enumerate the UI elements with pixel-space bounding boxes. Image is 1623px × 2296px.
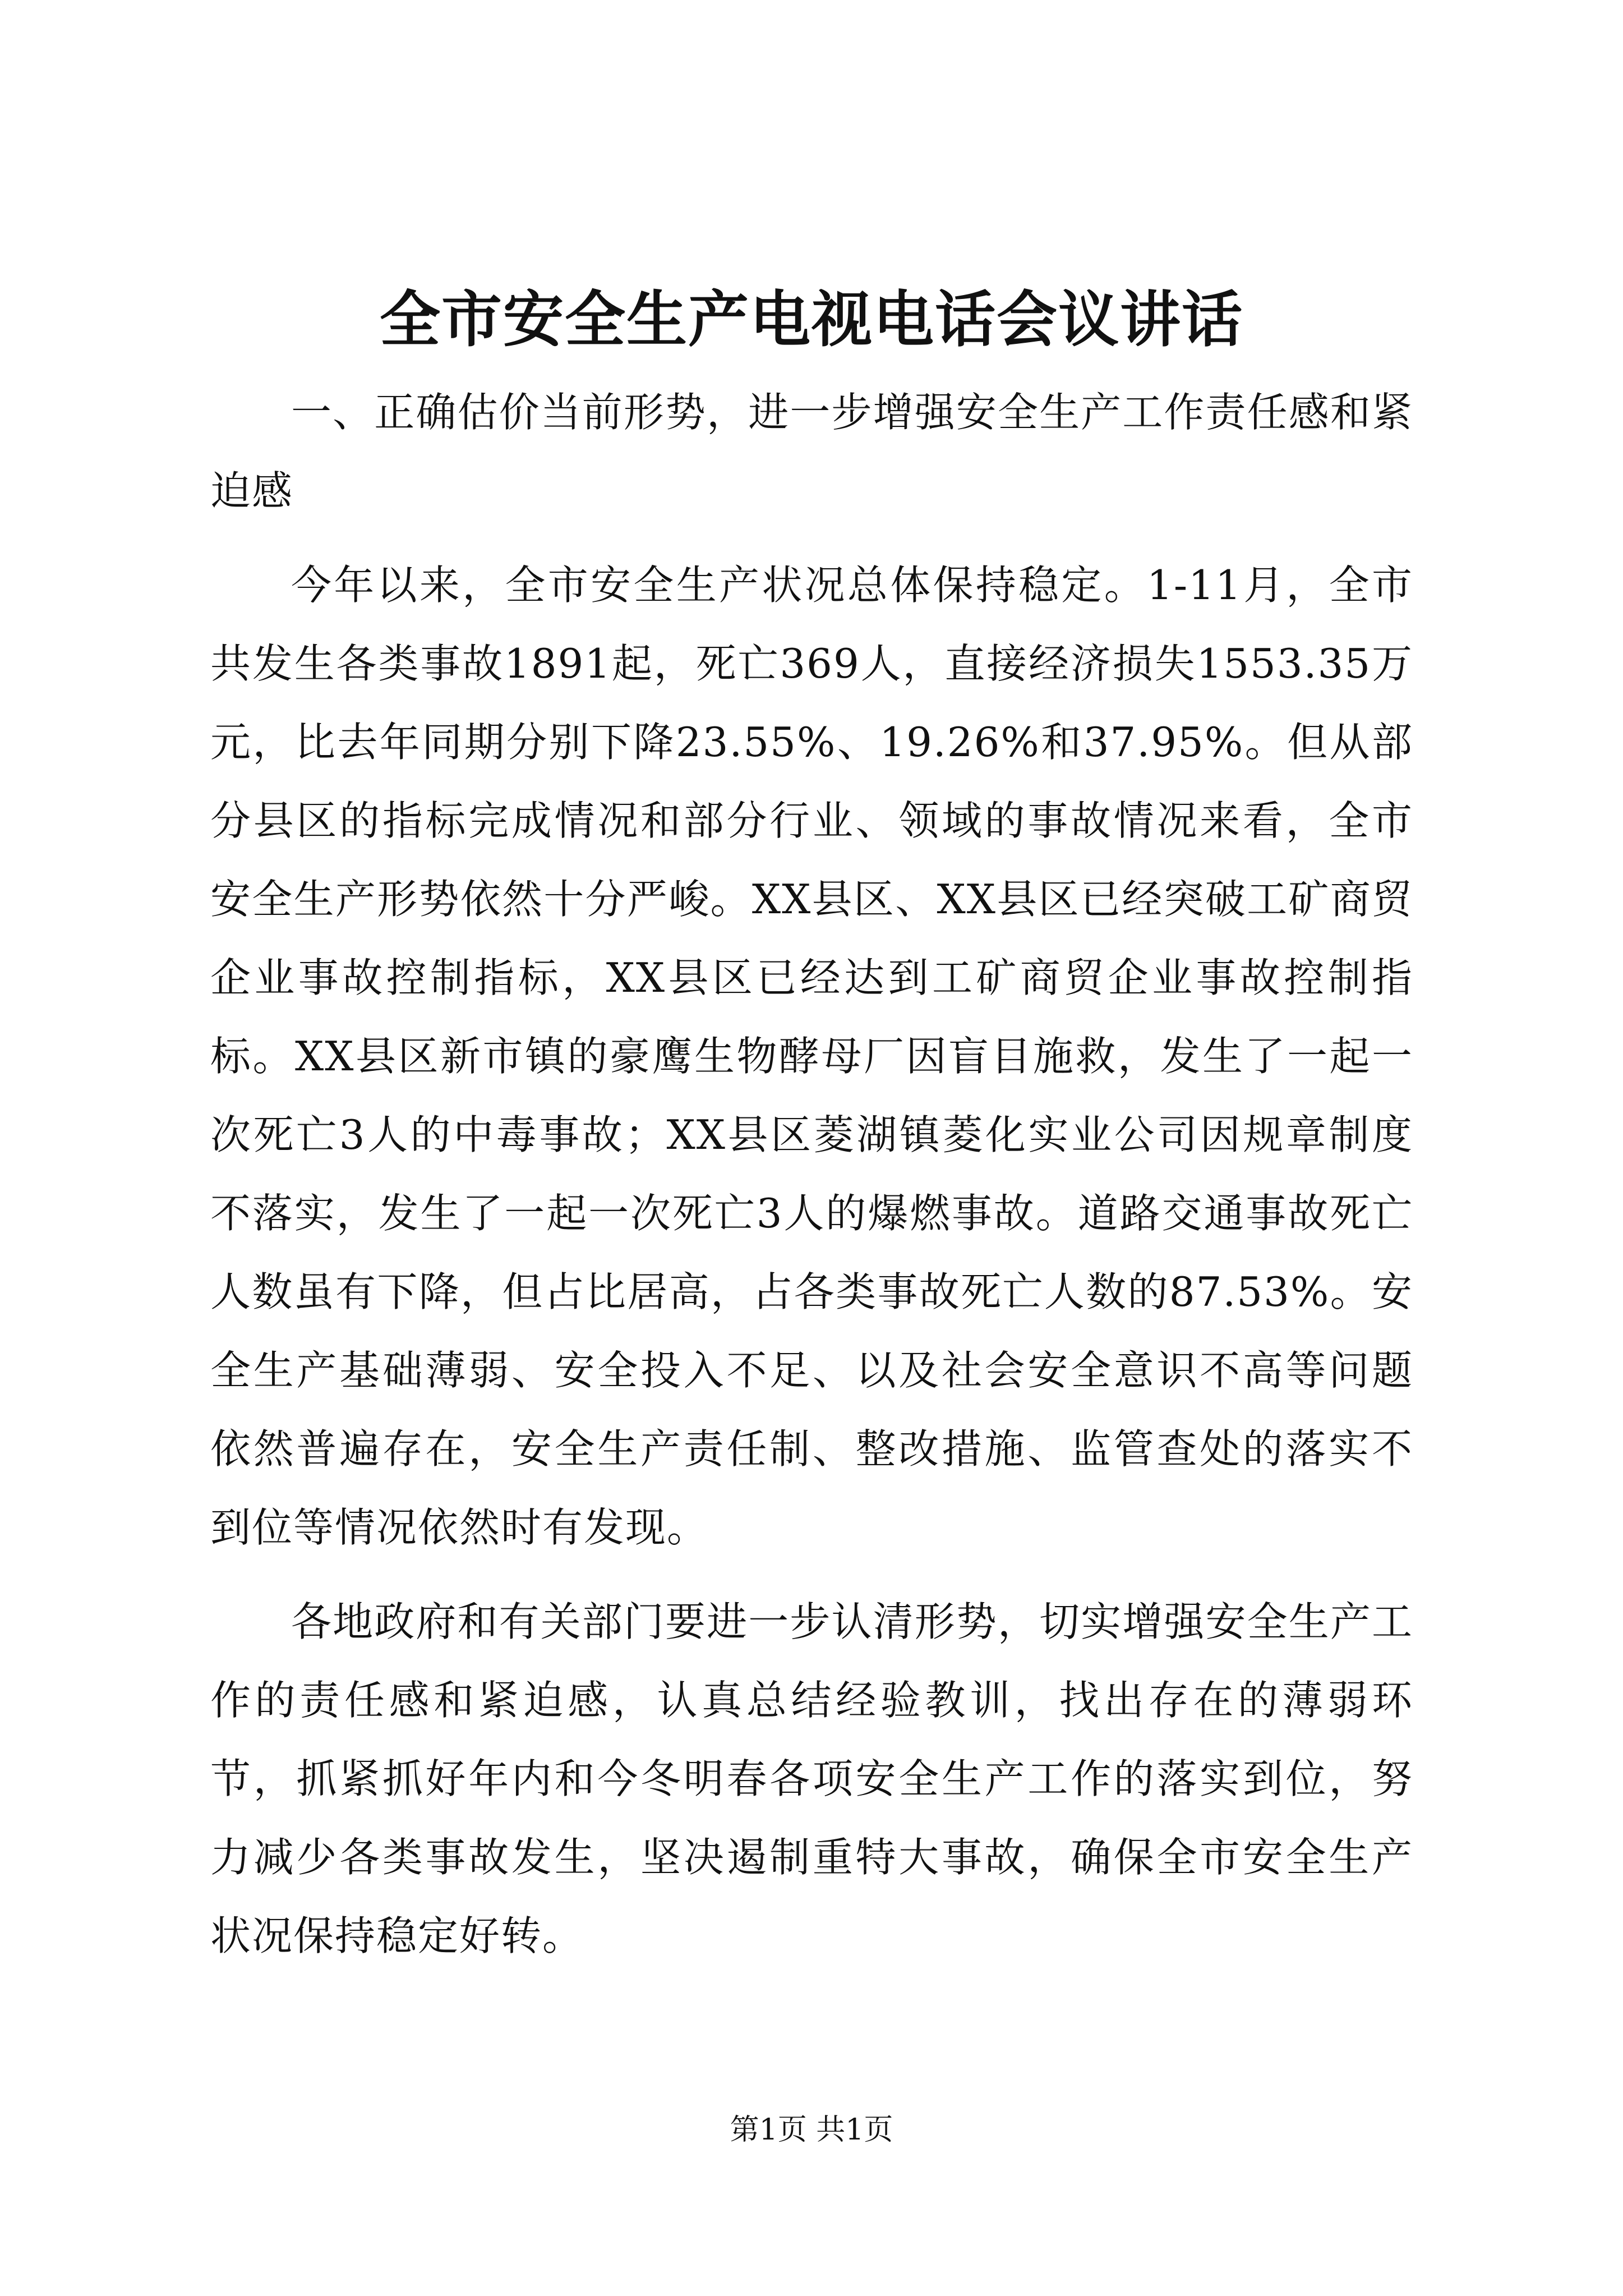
body-paragraph: 今年以来，全市安全生产状况总体保持稳定。1-11月，全市共发生各类事故1891起，死亡369人，直接经济损失1553.35万元，比去年同期分别下降23.55%、19.26%和37.95%。但从部分县区的指标完成情况和部分行业、领域的事故情况来看，全市安全生产形势依然十分严峻。XX县区、XX县区已经突破工矿商贸企业事故控制指标，XX县区已经达到工矿商贸企业事故控制指标。XX县区新市镇的豪鹰生物酵母厂因盲目施救，发生了一起一次死亡3人的中毒事故；XX县区菱湖镇菱化实业公司因规章制度不落实，发生了一起一次死亡3人的爆燃事故。道路交通事故死亡人数虽有下降，但占比居高，占各类事故死亡人数的87.53%。安全生产基础薄弱、安全投入不足、以及社会安全意识不高等问题依然普遍存在，安全生产责任制、整改措施、监管查处的落实不到位等情况依然时有发现。 — [210, 562, 1413, 1551]
section-heading: 一、正确估价当前形势，进一步增强安全生产工作责任感和紧迫感 — [210, 389, 1413, 514]
body-paragraph: 各地政府和有关部门要进一步认清形势，切实增强安全生产工作的责任感和紧迫感，认真总结经验教训，找出存在的薄弱环节，抓紧抓好年内和今冬明春各项安全生产工作的落实到位，努力减少各类事故发生，坚决遏制重特大事故，确保全市安全生产状况保持稳定好转。 — [210, 1598, 1413, 1959]
document-body — [210, 373, 1413, 1991]
page-footer: 第1页 共1页 — [730, 2113, 893, 2147]
page-title: 全市安全生产电视电话会议讲话 — [379, 284, 1243, 355]
